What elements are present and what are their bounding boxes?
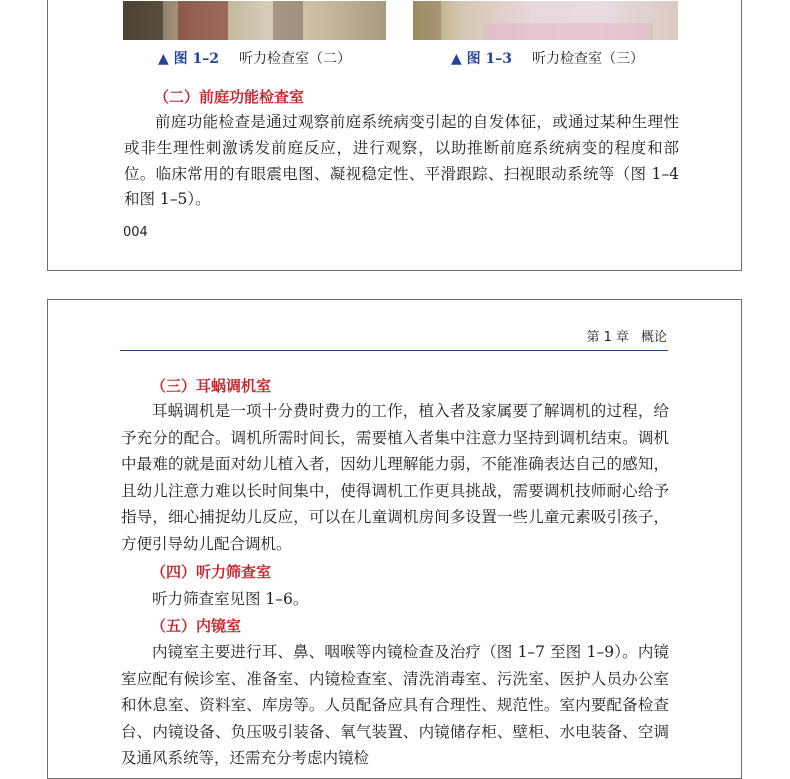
body-paragraph: 耳蜗调机是一项十分费时费力的工作，植入者及家属要了解调机的过程，给予充分的配合。调机所需时间长，需要植入者集中注意力坚持到调机结束。调机中最难的就是面对幼儿植入者，因幼儿理解能力弱，不能准确表达自己的感知，且幼儿注意力难以长时间集中，使得调机工作更具挑战，需要调机技师耐心给予指导，细心捕捉幼儿反应，可以在儿童调机房间多设置一些儿童元素吸引孩子，方便引导幼儿配合调机。 (121, 402, 669, 553)
body-paragraph: 听力筛查室见图 1–6。 (152, 590, 309, 608)
body-paragraph-block (121, 639, 669, 772)
header-rule (120, 350, 668, 351)
figure-label: ▲ 图 1–3 (451, 51, 512, 67)
photo-hearing-room-2 (123, 1, 386, 40)
section-heading: （四）听力筛查室 (151, 563, 272, 581)
section-heading: （三）耳蜗调机室 (151, 377, 272, 395)
chapter-title: 概论 (640, 330, 667, 345)
book-page-top (47, 0, 742, 271)
body-paragraph: 内镜室主要进行耳、鼻、咽喉等内镜检查及治疗（图 1–7 至图 1–9）。内镜室应配有候诊室、准备室、内镜检查室、清洗消毒室、污洗室、医护人员办公室和休息室、资料室、库房等。人员配备应具有合理性、规范性。室内要配备检查台、内镜设备、负压吸引装备、氧气装置、内镜储存柜、壁柜、水电装备、空调及通风系统等，还需充分考虑内镜检 (121, 643, 669, 768)
section-heading: （五）内镜室 (151, 617, 242, 635)
figure-title: 听力检查室（三） (532, 51, 644, 67)
figure-caption (158, 50, 351, 68)
body-paragraph: 前庭功能检查是通过观察前庭系统病变引起的自发体征，或通过某种生理性或非生理性刺激诱发前庭反应，进行观察，以助推断前庭系统病变的程度和部位。临床常用的有眼震电图、凝视稳定性、平滑跟踪、扫视眼动系统等（图 1–4 和图 1–5）。 (124, 113, 679, 209)
figure-label: ▲ 图 1–2 (158, 51, 219, 67)
body-paragraph-block (121, 586, 669, 613)
body-paragraph-block (124, 110, 679, 213)
body-paragraph-block (121, 398, 669, 558)
page-number: 004 (123, 225, 148, 240)
book-page-bottom (47, 299, 742, 779)
chapter-number: 第 1 章 (586, 330, 629, 345)
photo-hearing-room-3 (413, 1, 678, 40)
section-heading: （二）前庭功能检查室 (154, 88, 305, 106)
figure-caption (451, 50, 644, 68)
running-head (586, 326, 667, 345)
figure-title: 听力检查室（二） (239, 51, 351, 67)
